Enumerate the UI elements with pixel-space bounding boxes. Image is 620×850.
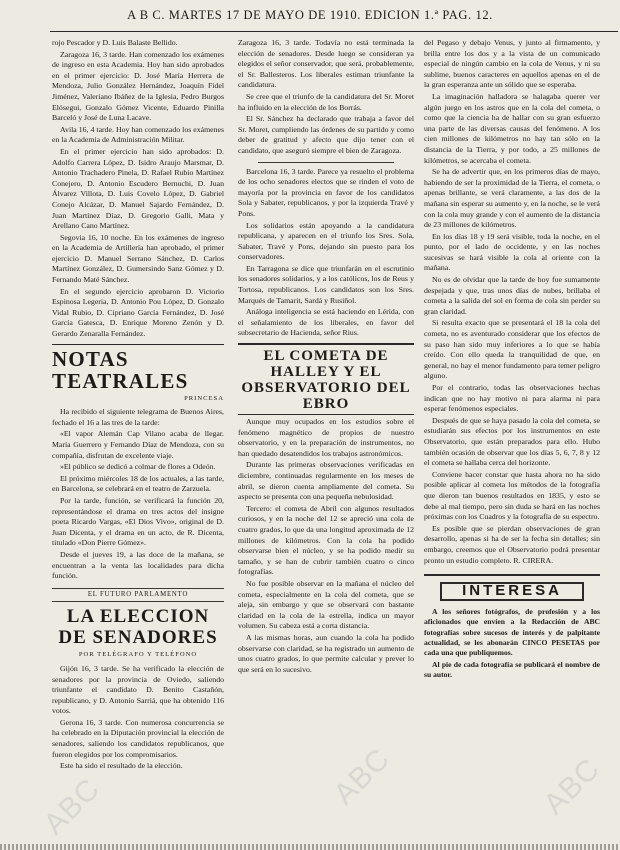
futuro-parlamento-label: EL FUTURO PARLAMENTO [52, 588, 224, 603]
column-2 [238, 38, 414, 676]
header-rule [50, 31, 618, 32]
paragraph: A las mismas horas, aun cuando la cola ha podido observarse con claridad, se ha registrado un aumento de unos cuatro grados, lo que permite calcular y prever lo que será en lo sucesivo. [238, 632, 414, 674]
paragraph: En Tarragona se dice que triunfarán en el escrutinio los senadores solidarios, y a los católicos, los de Reus y Tortosa, republicanos. Los candidatos son los Sres. Marqués de Tamarit, Sardá y Rusiñol. [238, 263, 414, 305]
paragraph: Este ha sido el resultado de la elección. [60, 761, 183, 771]
paragraph: Análoga inteligencia se está haciendo en Lérida, con el señalamiento de los liberales, en favor del subsecretario de Hacienda, señor Rius. [238, 307, 414, 338]
paragraph: Zaragoza 16, 3 tarde. Han comenzado los exámenes de ingreso en esta Academia. Hoy han sido aprobados en el primer ejercicio: D. José María Herrera de Mendoza, Julio González Hernández, Joaquín Fidel Jiménez, Valeriano Ibáñez de la Iglesia, Pedro Burgos Elósegui, Gonzalo Gómez Vicente, Eduardo Pinilla Barceló y José de Luna Lacave. [52, 49, 224, 123]
column-1 [52, 38, 224, 773]
paragraph: Si resulta exacto que se presentará el 18 la cola del cometa, no es aventurado considerar que los efectos de su paso han sido muy inferiores a lo que se había creído. Con ello queda la tranquilidad de que, en general, no hay el menor fundamento para temer peligro alguno. [424, 318, 600, 381]
interesa-note: Al pie de cada fotografía se publicará el nombre de su autor. [424, 659, 600, 680]
paragraph: En el segundo ejercicio aprobaron D. Victorio Espinosa Legeria, D. Antonio Pou López, D. Gonzalo Vidal Rubio, D. Cipriano García Fernández, D. José García Gatesca, D. Enrique Moreno Zenón y D. Gerardo Zenaralla Fernández. [52, 286, 224, 339]
interesa-text: A los señores fotógrafos, de profesión y a los aficionados que envíen a la Redacción de ABC fotografías sobre sucesos de interés y de palpitante actualidad, se les abonarán CINCO PESETAS por cada una que publiquemos. [424, 606, 600, 658]
paragraph: En los días 18 y 19 será visible, toda la noche, en el punto, por el lado de occidente, y en las noches sucesivas se hará visible la cola al oriente con la mañana. [424, 231, 600, 273]
paragraph: No es de olvidar que la tarde de hoy fue sumamente despejada y que, tras unos días de nubes, brillaba el cometa a la salida del sol en forma de cola sin perder su gran claridad. [424, 275, 600, 316]
paragraph: Por la tarde, función, se verificará la función 20, representándose el drama en tres actos del insigne poeta Ricardo Vargas, «El Dios Vivo», original de D. Juan Dicenta, y el drama en un acto, de R. Dicenta, titulado «Don Pierre Gómez». [52, 495, 224, 548]
abc-watermark: ABC [537, 752, 607, 822]
paragraph: Conviene hacer constar que hasta ahora no ha sido posible aplicar al cometa los métodos de la fotografía que dieron tan buenos resultados en 1835, y esto se debe al mal tiempo, pero sin duda se hará en las noches próximas con los Cuadros y la fotografía de su espectro. [424, 469, 600, 522]
paragraph: No fue posible observar en la mañana el núcleo del cometa, especialmente en la cola del cometa, que se aleja, sin embargo y que se observará con bastante claridad en la cola de la estrella, indica un mayor volumen. Su cabeza está a corta distancia. [238, 578, 414, 631]
paragraph: Durante las primeras observaciones verificadas en diciembre, continuadas regularmente en los meses de abril, se dieron cuenta ampliamente del cometa. Su aspecto se presenta con una pequeña nebulosidad. [238, 460, 414, 502]
paragraph: Gijón 16, 3 tarde. Se ha verificado la elección de senadores por la provincia de Oviedo, saliendo triunfante el candidato D. Benito Castañón, republicano, y D. Antonio Sarriá, que ha obtenido 116 votos. [52, 663, 224, 716]
paragraph: del Pegaso y debajo Venus, y junto al firmamento, y brilla entre los dos y a la vista de un comunicado especial de ningún cambio en la cola de Venus, y ni su sublime, buenos caracteres en aquellos apenas en el de la gran esperanza ante un sólido que se esperaba. [424, 38, 600, 90]
notas-kicker: PRINCESA [184, 394, 224, 402]
paragraph: El Sr. Sánchez ha declarado que trabaja a favor del Sr. Moret, cumpliendo las órdenes de su partido y como deber de gratitud y afecto que dijo tener con el candidato, que aseguró siempre el bien de Zaragoza. [238, 114, 414, 155]
paragraph: Segovia 16, 10 noche. En los exámenes de ingreso en la Academia de Artillería han aprobado, el primer ejercicio D. Manuel Serrano Sánchez, D. Carlos Martínez González, D. Gumersindo Sanz Gómez y D. Fernando Maté Sánchez. [52, 232, 224, 285]
paragraph: Es posible que se pierdan observaciones de gran desarrollo, apenas si ha de ser la fecha sin detalles; sin embargo, creemos que el Observatorio podrá presentar pronto un estudio completo. R. CIRERA. [424, 523, 600, 565]
paragraph: Gerona 16, 3 tarde. Con numerosa concurrencia se ha celebrado en la Diputación provincial la elección de senadores, saliendo los candidatos republicanos, que fueron elegidos por los compromisarios. [52, 717, 224, 759]
page-header: A B C. MARTES 17 DE MAYO DE 1910. EDICION 1.ª PAG. 12. [127, 8, 493, 22]
paragraph: El próximo miércoles 18 de los actuales, a las tarde, en Barcelona, se celebrará en el teatro de Zarzuela. [52, 473, 224, 494]
paragraph: Después de que se haya pasado la cola del cometa, se estudiarán sus efectos por los instrumentos en este Observatorio, que están preparados para ello. Hubo también ocasión de observar que los días 5, 6, 7, 8 y 12 el cometa se hallaba cerca del horizonte. [424, 415, 600, 468]
paragraph: Los solidarios están apoyando a la candidatura republicana, y aparecen en el triunfo los Sres. Sola, Sabater, Travé y Pons, dejando sin puesto para los conservadores. [238, 220, 414, 262]
paragraph: Aunque muy ocupados en los estudios sobre el fenómeno magnético de propios de nuestro observatorio, y en la preparación de instrumentos, no han quedado desatendidos los trabajos astronómicos. [238, 417, 414, 458]
paragraph: Se ha de advertir que, en los primeros días de mayo, habiendo de ser la proximidad de la Tierra, el cometa, o apenas brillante, se verá claramente, a las dos de la mañana sin esperar su aumento y, en la noche, se le verá con la cola muy grande y con el aumento de la distancia de 23 millones de kilómetros. [424, 167, 600, 230]
scan-edge [0, 844, 620, 850]
cometa-halley-title: EL COMETA DE HALLEY Y EL OBSERVATORIO DEL EBRO [238, 343, 414, 415]
eleccion-subtitle: POR TELÉGRAFO Y TELÉFONO [78, 651, 198, 659]
paragraph: En el primer ejercicio han sido aprobados: D. Adolfo Carrera López, D. Isidro Araujo Marsmar, D. Antonio Trachadero Pinela, D. Rafael Rubio Martínez Conejero, D. Antonio Escudero Bernuchi, D. Juan Álvarez Villota, D. Luis Covelo López, D. Gabriel Conejo Alcázar, D. Manuel Sajardo Fernández, D. Juan Martínez Díaz, D. Gregorio Galli, Mata y Arellano Cano Martínez. [52, 146, 224, 231]
column-3 [424, 38, 600, 682]
paragraph: Ha recibido el siguiente telegrama de Buenos Aires, fechado el 16 a las tres de la tarde: [52, 407, 224, 427]
notas-teatrales-title: NOTAS TEATRALES [52, 344, 224, 392]
abc-watermark: ABC [37, 772, 107, 842]
paragraph: La imaginación halladora se halagaba querer ver algún juego en los astros que en la cola del cometa, o como que la ciencia ha de hallar con su gran esfuerzo una parte de las diversas causas del fenómeno. A los cien millones de kilómetros no hay tan sólo en la distancia de la Tierra, y por todo, a 25 millones de kilómetros, se acercaba el cometa. [424, 91, 600, 165]
divider [258, 162, 394, 163]
abc-watermark: ABC [327, 742, 397, 812]
interesa-notice [424, 574, 600, 680]
paragraph: Desde el jueves 19, a las doce de la mañana, se encuentran a la venta las localidades para dicha función. [52, 549, 224, 581]
paragraph: Avila 16, 4 tarde. Hoy han comenzado los exámenes en la Academia de Administración Militar. [52, 124, 224, 145]
paragraph: rojo Pescador y D. Luis Balaste Bellido. [52, 38, 178, 47]
paragraph: Zaragoza 16, 3 tarde. Todavía no está terminada la elección de senadores. Desde luego se consideran ya elegidos el señor conservador, que será, probablemente, el Sr. Ballesteros. Los liberales estiman triunfante la candidatura. [238, 38, 414, 90]
paragraph: Barcelona 16, 3 tarde. Parece ya resuelto el problema de los ocho senadores electos que se rinden el voto de mayoría por la provincia en favor de los candidatos Sola y Sabater, republicanos, y por la izquierda Travé y Pons. [238, 166, 414, 218]
paragraph: »El público se dedicó a colmar de flores a Odeón. [60, 462, 216, 472]
paragraph: Se cree que el triunfo de la candidatura del Sr. Moret ha influido en la elección de los Borrás. [238, 91, 414, 112]
paragraph: «El vapor Alemán Cap Vilano acaba de llegar. María Guerrero y Fernando Díaz de Mendoza, con su compañía, disfrutan de excelente viaje. [52, 429, 224, 460]
eleccion-senadores-title: LA ELECCION DE SENADORES [58, 606, 218, 649]
paragraph: Por el contrario, todas las observaciones hechas indican que no hay motivo ni para alarma ni para esperar fenómenos especiales. [424, 383, 600, 414]
paragraph: Tercero: el cometa de Abril con algunos resultados curiosos, y en la noche del 12 se apreció una cola de cuatro grados, lo que da una longitud aproximada de 12 millones de kilómetros. Con la cola ha podido observarse bien el núcleo, y se ha podido medir su tamaño, y se han de cubrir también cuatro o cinco fotografías. [238, 503, 414, 577]
interesa-title: INTERESA [440, 582, 584, 601]
